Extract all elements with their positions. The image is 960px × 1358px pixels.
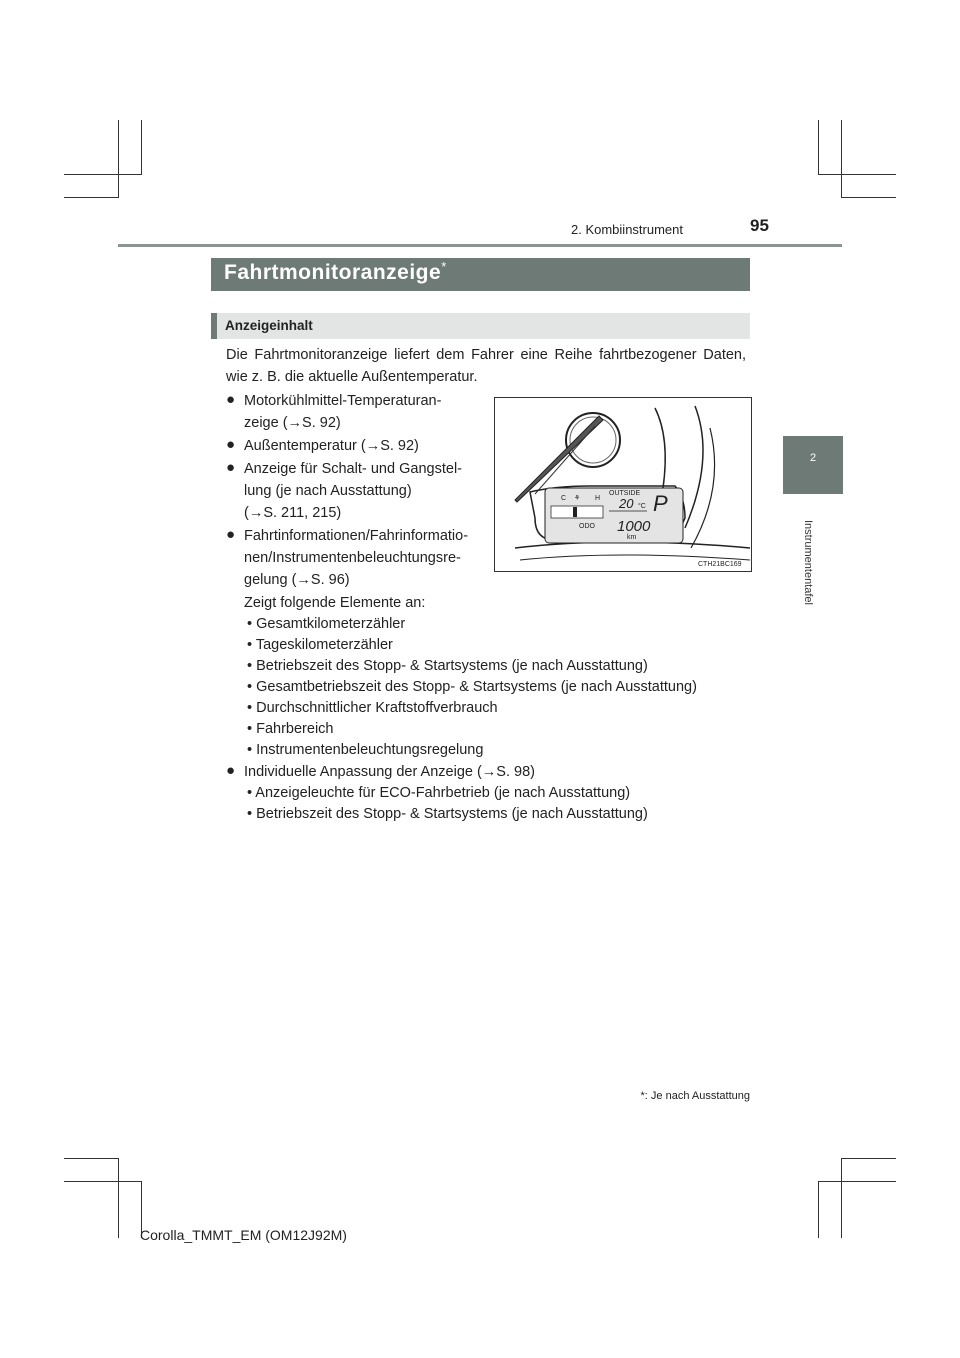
page-title: [224, 261, 447, 285]
list-item: • Gesamtkilometerzähler: [247, 616, 406, 632]
crop-mark: [141, 120, 142, 175]
page-title-text: Fahrtmonitoranzeige: [224, 261, 442, 284]
chapter-tab-number: 2: [809, 452, 817, 464]
dash-line: [520, 555, 750, 560]
temperature-unit: °C: [638, 503, 646, 510]
bullet-icon: ●: [226, 436, 236, 453]
crop-mark: [841, 1158, 842, 1238]
crop-mark: [841, 1158, 896, 1159]
bullet-4-line-1: Fahrtinformationen/Fahrinformatio-: [244, 528, 469, 544]
crop-mark: [841, 197, 896, 198]
bullet-3-line-3: (→S. 211, 215): [244, 505, 342, 521]
crop-mark: [818, 120, 819, 175]
bullet-3-line-1: Anzeige für Schalt- und Gangstel-: [244, 461, 462, 477]
temperature-value: 20: [619, 496, 634, 511]
crop-mark: [818, 174, 896, 175]
list-item: • Instrumentenbeleuchtungsregelung: [247, 742, 484, 758]
list-item: • Betriebszeit des Stopp- & Startsystems (je nach Ausstattung): [247, 806, 648, 822]
temp-cold-label: C: [561, 495, 567, 502]
bullet-icon: ●: [226, 391, 236, 408]
figure-code: CTH21BC169: [698, 561, 742, 568]
intro-paragraph: Die Fahrtmonitoranzeige liefert dem Fahrer eine Reihe fahrtbezogener Daten, wie z. B. die aktuelle Außentemperatur.: [226, 347, 746, 385]
chapter-side-label: [800, 520, 816, 605]
bullet-4-line-3: gelung (→S. 96): [244, 572, 350, 588]
list-item: • Gesamtbetriebszeit des Stopp- & Startsystems (je nach Ausstattung): [247, 679, 697, 695]
section-label: 2. Kombiinstrument: [571, 222, 683, 237]
coolant-icon: ⚘: [574, 495, 581, 502]
chapter-tab: [783, 436, 843, 494]
chapter-side-label-text: Instrumententafel: [802, 520, 814, 605]
gauge-icon: [566, 413, 620, 467]
bullet-icon: ●: [226, 762, 236, 779]
list-item: • Tageskilometerzähler: [247, 637, 393, 653]
bullet-3-line-2: lung (je nach Ausstattung): [244, 483, 412, 499]
instrument-cluster-illustration: [494, 397, 752, 572]
bullet-1-line-1: Motorkühlmittel-Temperaturan-: [244, 393, 442, 409]
needle-edge: [535, 426, 595, 494]
list-item: • Betriebszeit des Stopp- & Startsystems (je nach Ausstattung): [247, 658, 648, 674]
header-rule: [118, 244, 842, 247]
list-item: • Fahrbereich: [247, 721, 334, 737]
bullet-4-lead: Zeigt folgende Elemente an:: [244, 595, 426, 611]
footnote: *: Je nach Ausstattung: [640, 1090, 750, 1102]
title-marker: *: [441, 259, 447, 274]
instrument-cluster-drawing: [495, 398, 751, 571]
bullet-5: Individuelle Anpassung der Anzeige (→S. 98): [244, 764, 535, 780]
crop-mark: [64, 1158, 119, 1159]
temp-hot-label: H: [595, 495, 601, 502]
footer-doc-id: Corolla_TMMT_EM (OM12J92M): [140, 1227, 347, 1243]
crop-mark: [64, 197, 119, 198]
odo-unit: km: [627, 534, 637, 541]
crop-mark: [818, 1181, 819, 1238]
bullet-icon: ●: [226, 526, 236, 543]
gear-indicator: P: [653, 491, 668, 516]
subtitle: Anzeigeinhalt: [225, 318, 313, 333]
odo-label: ODO: [579, 523, 595, 530]
odo-value: 1000: [617, 518, 651, 535]
bullet-icon: ●: [226, 459, 236, 476]
bullet-1-line-2: zeige (→S. 92): [244, 415, 341, 431]
crop-mark: [118, 1158, 119, 1238]
list-item: • Durchschnittlicher Kraftstoffverbrauch: [247, 700, 498, 716]
outside-label: OUTSIDE: [609, 490, 641, 497]
temp-bar-level: [573, 507, 577, 517]
crop-mark: [841, 120, 842, 198]
page-number: 95: [750, 216, 769, 235]
dial-arc: [655, 408, 665, 488]
crop-mark: [118, 120, 119, 198]
crop-mark: [64, 1181, 142, 1182]
bullet-2: Außentemperatur (→S. 92): [244, 438, 419, 454]
subtitle-bar-accent: [211, 313, 217, 339]
list-item: • Anzeigeleuchte für ECO-Fahrbetrieb (je nach Ausstattung): [247, 785, 631, 801]
crop-mark: [64, 174, 142, 175]
dial-arc: [685, 406, 703, 528]
crop-mark: [818, 1181, 896, 1182]
bullet-4-line-2: nen/Instrumentenbeleuchtungsre-: [244, 550, 461, 566]
